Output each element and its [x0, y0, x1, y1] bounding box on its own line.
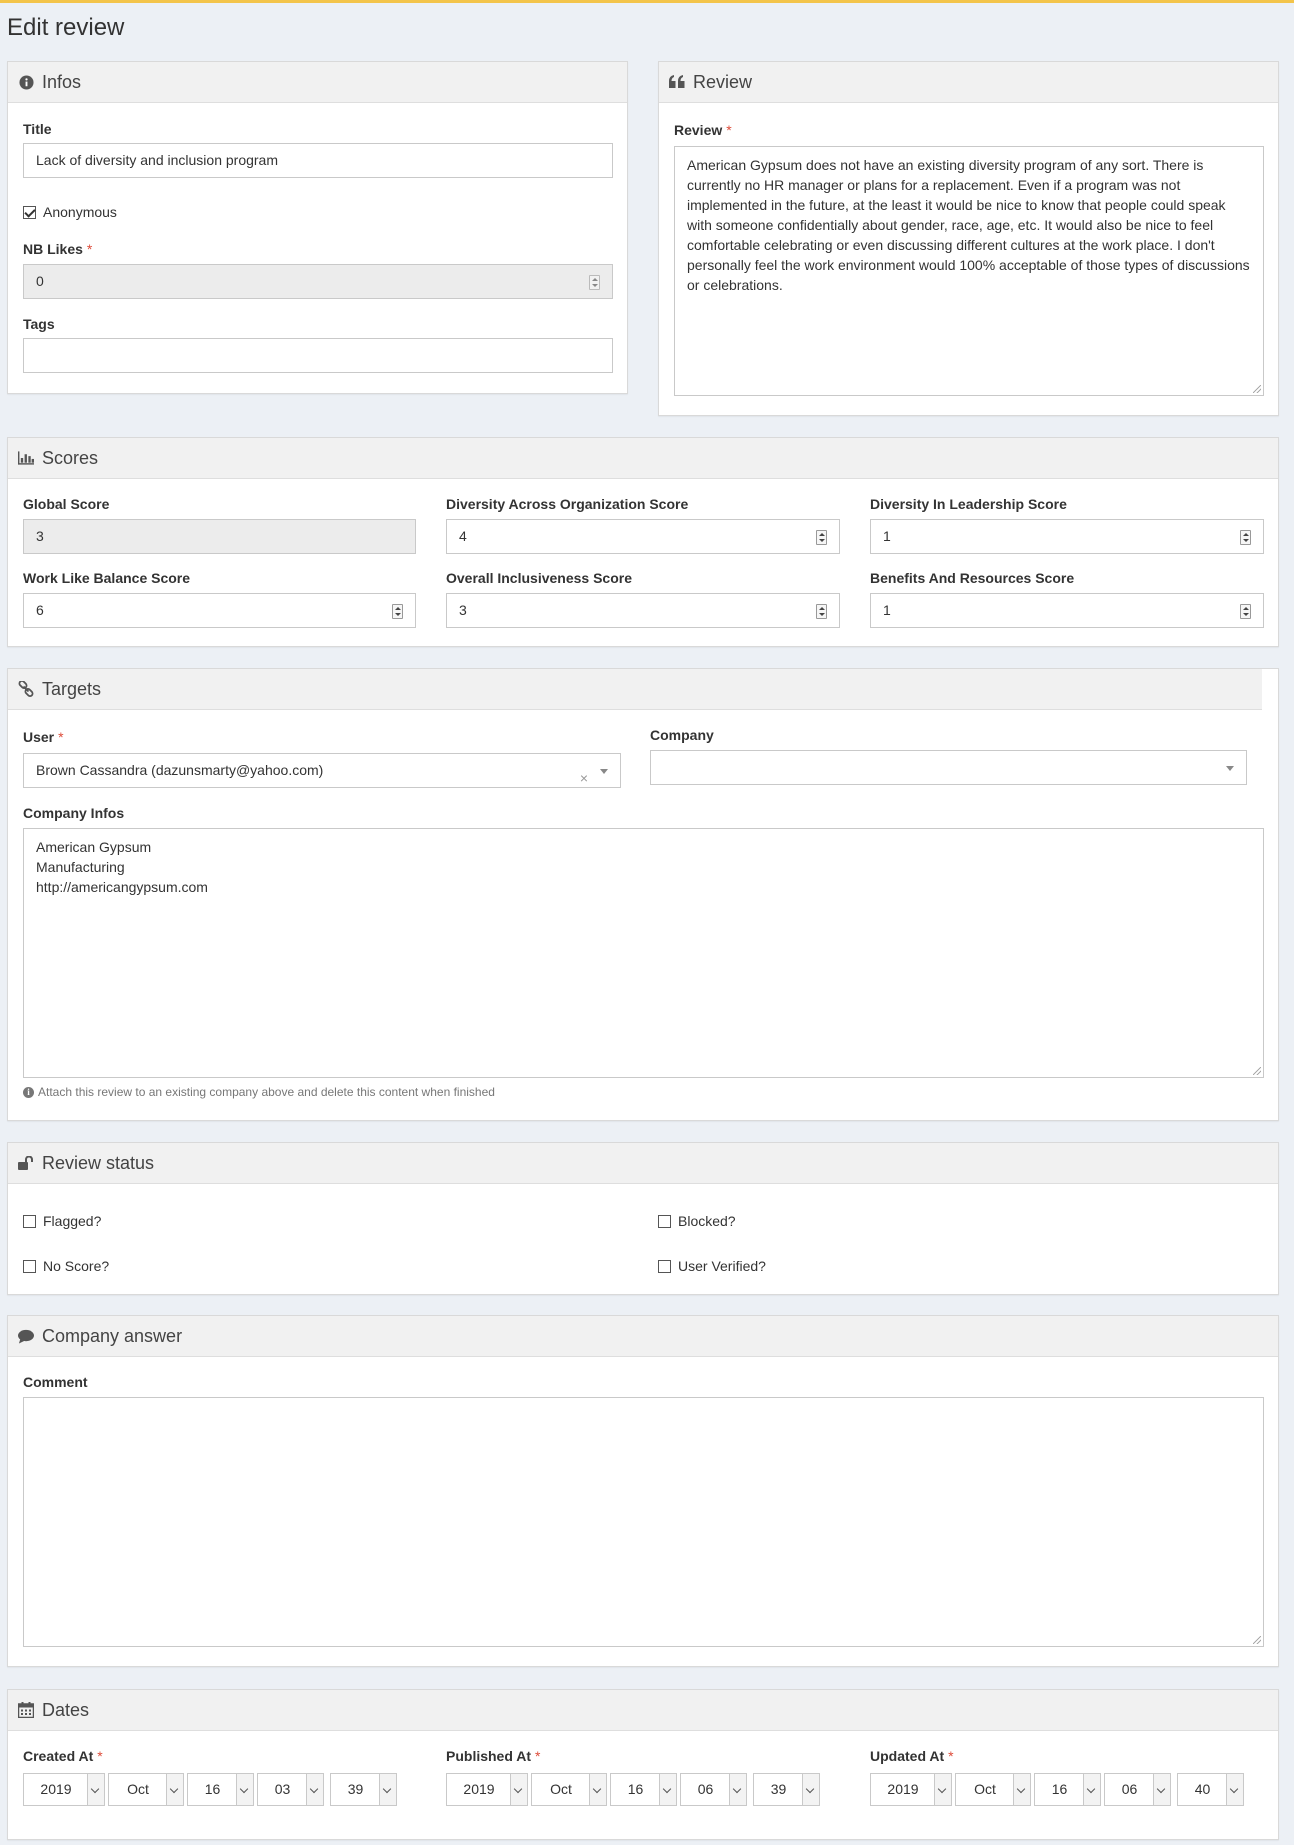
updated-month-arrow-icon[interactable]	[1013, 1774, 1030, 1805]
published-day-value: 16	[627, 1781, 644, 1797]
published-year-value: 2019	[463, 1781, 495, 1797]
review-textarea[interactable]: American Gypsum does not have an existing diversity program of any sort. There is currently no HR manager or plans for a replacement. Even if a program was not implemented in the future, at the least it would be nice to know that people could speak with someone confidentially about gender, race, age, etc. It would also be nice to feel comfortable celebrating or even discussing different cultures at the work place. I don't personally feel the work environment would 100% acceptable of those types of discussions or celebrations.	[674, 146, 1264, 396]
title-input[interactable]: Lack of diversity and inclusion program	[23, 143, 613, 178]
created-month-arrow-icon[interactable]	[166, 1774, 183, 1805]
scores-header	[8, 438, 1278, 479]
review-header-label: Review	[693, 71, 753, 92]
infos-header-label: Infos	[42, 71, 82, 92]
review-status-box	[7, 1142, 1279, 1295]
created-hour-select[interactable]	[257, 1773, 324, 1806]
inclusiveness-score-stepper[interactable]	[816, 604, 827, 619]
updated-year-value: 2019	[887, 1781, 919, 1797]
no-score-checkbox[interactable]	[23, 1260, 36, 1273]
tags-input[interactable]	[23, 338, 613, 373]
scores-header-label: Scores	[42, 447, 99, 468]
calendar-icon	[18, 1702, 34, 1718]
updated-month-value: Oct	[974, 1781, 996, 1797]
created-minute-select[interactable]	[330, 1773, 397, 1806]
user-verified-checkbox-row[interactable]	[658, 1258, 766, 1274]
review-header	[659, 62, 1278, 103]
top-accent-bar	[0, 0, 1294, 3]
benefits-score-value: 1	[883, 602, 891, 618]
flagged-checkbox-row[interactable]	[23, 1213, 101, 1229]
work-balance-score-label: Work Like Balance Score	[23, 570, 191, 586]
created-at-label: Created At *	[23, 1748, 103, 1764]
diversity-org-score-stepper[interactable]	[816, 530, 827, 545]
no-score-label: No Score?	[43, 1258, 110, 1274]
updated-year-arrow-icon[interactable]	[934, 1774, 951, 1805]
inclusiveness-score-value: 3	[459, 602, 467, 618]
targets-box	[7, 668, 1279, 1121]
review-box	[658, 61, 1279, 416]
flagged-checkbox[interactable]	[23, 1215, 36, 1228]
dates-header-label: Dates	[42, 1699, 90, 1720]
updated-at-label: Updated At *	[870, 1748, 954, 1764]
updated-day-arrow-icon[interactable]	[1083, 1774, 1100, 1805]
work-balance-score-stepper[interactable]	[392, 604, 403, 619]
blocked-checkbox-row[interactable]	[658, 1213, 736, 1229]
global-score-label: Global Score	[23, 496, 110, 512]
created-minute-value: 39	[347, 1781, 364, 1797]
created-month-value: Oct	[127, 1781, 149, 1797]
company-answer-header-label: Company answer	[42, 1325, 183, 1346]
created-day-value: 16	[204, 1781, 221, 1797]
updated-hour-value: 06	[1121, 1781, 1138, 1797]
infos-box	[7, 61, 628, 394]
published-day-select[interactable]	[610, 1773, 677, 1806]
targets-header	[8, 669, 1262, 710]
nb-likes-stepper[interactable]	[589, 275, 600, 290]
anonymous-label: Anonymous	[43, 204, 117, 220]
review-label: Review *	[674, 122, 732, 138]
nb-likes-input[interactable]	[23, 264, 613, 299]
published-at-label: Published At *	[446, 1748, 541, 1764]
nb-likes-value: 0	[36, 273, 44, 289]
benefits-score-input[interactable]	[870, 593, 1264, 628]
tags-label: Tags	[23, 316, 55, 332]
dates-box	[7, 1689, 1279, 1840]
unlock-icon	[18, 1155, 34, 1171]
nb-likes-label: NB Likes *	[23, 241, 93, 257]
published-minute-select[interactable]	[753, 1773, 820, 1806]
company-infos-textarea[interactable]: American Gypsum Manufacturing http://americangypsum.com	[23, 828, 1264, 1078]
flagged-label: Flagged?	[43, 1213, 102, 1229]
updated-year-select[interactable]	[870, 1773, 952, 1806]
published-month-value: Oct	[550, 1781, 572, 1797]
global-score-input[interactable]: 3	[23, 519, 416, 554]
published-day-arrow-icon[interactable]	[659, 1774, 676, 1805]
review-status-header	[8, 1143, 1278, 1184]
company-dropdown-arrow-icon[interactable]	[1226, 766, 1234, 771]
updated-minute-select[interactable]	[1177, 1773, 1244, 1806]
diversity-lead-score-input[interactable]	[870, 519, 1264, 554]
page-title: Edit review	[7, 14, 125, 41]
published-minute-value: 39	[770, 1781, 787, 1797]
no-score-checkbox-row[interactable]	[23, 1258, 109, 1274]
anonymous-checkbox-row[interactable]	[23, 204, 117, 220]
user-select-value: Brown Cassandra (dazunsmarty@yahoo.com)	[36, 762, 324, 778]
created-hour-arrow-icon[interactable]	[306, 1774, 323, 1805]
published-month-arrow-icon[interactable]	[589, 1774, 606, 1805]
comment-icon	[18, 1328, 34, 1344]
targets-header-label: Targets	[42, 678, 102, 699]
user-verified-checkbox[interactable]	[658, 1260, 671, 1273]
user-label: User *	[23, 729, 64, 745]
info-small-icon: i	[23, 1087, 34, 1098]
review-status-header-label: Review status	[42, 1152, 155, 1173]
diversity-org-score-input[interactable]	[446, 519, 840, 554]
company-infos-hint	[23, 1085, 495, 1099]
title-label: Title	[23, 121, 52, 137]
company-answer-header	[8, 1316, 1278, 1357]
work-balance-score-input[interactable]	[23, 593, 416, 628]
diversity-lead-score-label: Diversity In Leadership Score	[870, 496, 1067, 512]
anonymous-checkbox[interactable]	[23, 206, 36, 219]
link-icon	[18, 681, 34, 697]
updated-month-select[interactable]	[955, 1773, 1031, 1806]
infos-header	[8, 62, 627, 103]
info-circle-icon	[18, 74, 34, 90]
company-infos-hint-text: Attach this review to an existing company above and delete this content when finished	[38, 1085, 495, 1099]
inclusiveness-score-label: Overall Inclusiveness Score	[446, 570, 632, 586]
blocked-label: Blocked?	[678, 1213, 736, 1229]
created-day-select[interactable]	[187, 1773, 254, 1806]
user-dropdown-arrow-icon[interactable]	[600, 769, 608, 774]
published-year-arrow-icon[interactable]	[510, 1774, 527, 1805]
company-answer-box	[7, 1315, 1279, 1667]
updated-hour-select[interactable]	[1104, 1773, 1171, 1806]
published-month-select[interactable]	[531, 1773, 607, 1806]
created-year-arrow-icon[interactable]	[87, 1774, 104, 1805]
benefits-score-stepper[interactable]	[1240, 604, 1251, 619]
diversity-org-score-value: 4	[459, 528, 467, 544]
diversity-lead-score-stepper[interactable]	[1240, 530, 1251, 545]
published-hour-value: 06	[697, 1781, 714, 1797]
updated-minute-value: 40	[1194, 1781, 1211, 1797]
company-label: Company	[650, 727, 714, 743]
created-day-arrow-icon[interactable]	[236, 1774, 253, 1805]
dates-header	[8, 1690, 1278, 1731]
created-year-select[interactable]	[23, 1773, 105, 1806]
updated-day-select[interactable]	[1034, 1773, 1101, 1806]
work-balance-score-value: 6	[36, 602, 44, 618]
diversity-org-score-label: Diversity Across Organization Score	[446, 496, 689, 512]
bar-chart-icon	[18, 450, 34, 466]
updated-day-value: 16	[1051, 1781, 1068, 1797]
published-hour-arrow-icon[interactable]	[729, 1774, 746, 1805]
created-minute-arrow-icon[interactable]	[379, 1774, 396, 1805]
published-hour-select[interactable]	[680, 1773, 747, 1806]
comment-textarea[interactable]	[23, 1397, 1264, 1647]
quote-icon	[669, 74, 685, 90]
company-select[interactable]	[650, 750, 1247, 785]
user-verified-label: User Verified?	[678, 1258, 766, 1274]
blocked-checkbox[interactable]	[658, 1215, 671, 1228]
created-month-select[interactable]	[108, 1773, 184, 1806]
diversity-lead-score-value: 1	[883, 528, 891, 544]
created-year-value: 2019	[40, 1781, 72, 1797]
updated-minute-arrow-icon[interactable]	[1226, 1774, 1243, 1805]
company-infos-label: Company Infos	[23, 805, 125, 821]
inclusiveness-score-input[interactable]	[446, 593, 840, 628]
published-year-select[interactable]	[446, 1773, 528, 1806]
user-clear-icon[interactable]: ×	[579, 770, 588, 786]
benefits-score-label: Benefits And Resources Score	[870, 570, 1075, 586]
user-select[interactable]	[23, 753, 621, 788]
created-hour-value: 03	[274, 1781, 291, 1797]
updated-hour-arrow-icon[interactable]	[1153, 1774, 1170, 1805]
scores-box	[7, 437, 1279, 647]
published-minute-arrow-icon[interactable]	[802, 1774, 819, 1805]
comment-label: Comment	[23, 1374, 88, 1390]
